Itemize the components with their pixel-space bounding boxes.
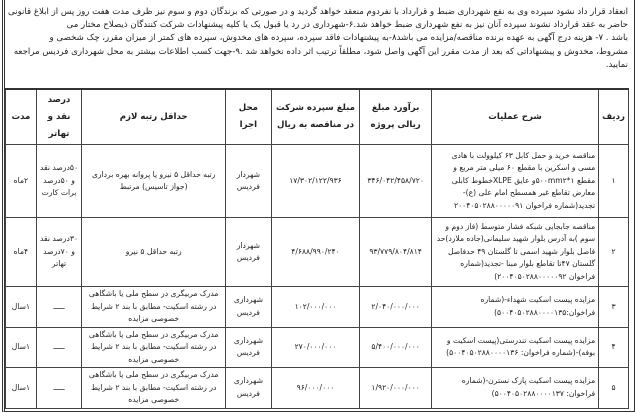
cell-percent: ـــــ: [36, 368, 81, 409]
cell-no: ۵: [599, 368, 629, 409]
cell-estimate: ۵/۴۰۰/۰۰۰/۰۰۰: [360, 327, 432, 368]
cell-duration: ۱سال: [6, 327, 37, 368]
paragraph-line: نمایید.: [605, 59, 628, 70]
cell-percent: ۵۰درصد نقد و ۵۰درصد برات کارت: [36, 145, 81, 218]
cell-deposit: ۹۶/۰۰۰/۰۰۰: [271, 368, 360, 409]
table-row: [6, 145, 629, 218]
cell-percent: ـــــ: [36, 327, 81, 368]
table-row: [6, 368, 629, 409]
cell-percent: ـــــ: [36, 287, 81, 328]
cell-rank: مدرک مربیگری در سطح ملی یا باشگاهی در رشته اسکیت- مطابق با بند ۲ شرایط خصوصی مزایده: [82, 368, 226, 409]
cell-no: ۳: [599, 287, 629, 328]
paragraph-line: انعقاد قرار داد نشود سپرده وی به نفع شهرداری ضبط و قرارداد با نفردوم منعقد خواهد گردید و در صورتی که برندگان دوم و سوم نیز ظرف مدت هفت روز پس از ابلاغ قانونی: [8, 7, 628, 17]
cell-rank: رتبه حداقل ۵ نیرو: [82, 218, 226, 287]
header-duration: مدت: [6, 89, 37, 145]
table-row: [6, 218, 629, 287]
cell-desc: مناقصه خرید و حمل کابل ۶۳ کیلوولت با هادی مسی و اسکرین با مقطع ۶۰ میلی متر مربع و مقطع ۵۰۰mm۲*۱و عایق XLPEخطوط کابلی معارض تقاطع غیر همسطح امام علی (ع)-تجدید(شماره فراخوان ۲۰۰۴۰۵۰۲۸۸۰۰۰۰۰۹۱: [431, 145, 598, 218]
tender-table: [5, 88, 629, 409]
cell-place: شهردار فردیس: [226, 145, 272, 218]
cell-place: شهرداری فردیس: [226, 287, 272, 328]
cell-duration: ۱سال: [6, 287, 37, 328]
cell-place: شهرداری فردیس: [226, 368, 272, 409]
cell-deposit: ۲۷۰/۰۰۰/۰۰۰: [271, 327, 360, 368]
header-row: [6, 89, 629, 145]
cell-desc: مزایده پیست اسکیت پارک نسترن-(شماره فراخوان: ۵۰۰۴۰۵۰۲۸۸۰۰۰۰۱۳۷): [431, 368, 598, 409]
cell-deposit: ۴/۶۸۸/۹۹۰/۲۴۰: [271, 218, 360, 287]
cell-desc: مناقصه جابجایی شبکه فشار متوسط (فاز دوم و سوم )به آدرس بلوار شهید سلیمانی(جاده ملارد)حد فاصل بلوار شهید اسمی تا گلستان ۴۹ حدفاصل گلستان ۴۷تا تقاطع بلوار مبنا -تجدید(شماره فراخوان ۲۰۰۴۰۵۰۲۸۸۰۰۰۰۰۹۲): [431, 218, 598, 287]
cell-no: ۲: [599, 218, 629, 287]
cell-estimate: ۹۳/۷۷۹/۸۰۴/۸۱۴: [360, 218, 432, 287]
table-row: [6, 287, 629, 328]
header-place: محل اجرا: [226, 89, 272, 145]
cell-estimate: ۳۴۶/۰۴۲/۴۵۸/۷۲۰: [360, 145, 432, 218]
paragraph-line: حاضر به عقد قرارداد نشوند سپرده آنان نیز به نفع شهرداری ضبط خواهد شد.۶-شهرداری در رد یا قبول یک یا کلیه پیشنهادات شرکت کنندگان ذیصلاح مختار می: [66, 20, 628, 31]
cell-duration: ۴ماه: [6, 218, 37, 287]
cell-duration: ۱سال: [6, 368, 37, 409]
paragraph-line: مشروط، مخدوش و پیشنهاداتی که بعد از مدت مقرر این آگهی واصل شود، مطلقاً ترتیب اثر داده نخواهد شد .۹-جهت کسب اطلاعات بیشتر به محل شهرداری فردیس مراجعه: [13, 46, 628, 57]
conditions-paragraph: [8, 6, 628, 72]
header-deposit: مبلغ سپرده شرکت در مناقصه به ریال: [271, 89, 360, 145]
header-row-number: ردیف: [599, 89, 629, 145]
header-percent: درصد نقد و تهاتر: [36, 89, 81, 145]
cell-place: شهردار فردیس: [226, 218, 272, 287]
cell-desc: مزایده پیست اسکیت تندرستی(پیست اسکیت و بوفه)-(شماره فراخوان: ۵۰۰۴۰۵۰۲۸۸۰۰۰۰۱۳۶): [431, 327, 598, 368]
cell-duration: ۲ماه: [6, 145, 37, 218]
cell-deposit: ۱۰۲/۰۰۰/۰۰۰: [271, 287, 360, 328]
cell-rank: رتبه حداقل ۵ نیرو یا پروانه بهره برداری (جواز تاسیس) مرتبط: [82, 145, 226, 218]
cell-place: شهرداری فردیس: [226, 327, 272, 368]
cell-no: ۱: [599, 145, 629, 218]
cell-rank: مدرک مربیگری در سطح ملی یا باشگاهی در رشته اسکیت- مطابق با بند ۲ شرایط خصوصی مزایده: [82, 327, 226, 368]
table-row: [6, 327, 629, 368]
cell-desc: مزایده پیست اسکیت شهداء-(شماره فراخوان:۵۰۰۴۰۵۰۲۸۸۰۰۰۰۱۳۵): [431, 287, 598, 328]
header-estimate: برآورد مبلغ ریالی پروژه: [360, 89, 432, 145]
cell-estimate: ۲/۰۴۰/۰۰۰/۰۰۰: [360, 287, 432, 328]
cell-deposit: ۱۷/۳۰۲/۱۲۲/۹۳۶: [271, 145, 360, 218]
cell-rank: مدرک مربیگری در سطح ملی یا باشگاهی در رشته اسکیت- مطابق با بند ۲ شرایط خصوصی مزایده: [82, 287, 226, 328]
paragraph-line: باشد . ۷- هزینه درج آگهی به عهده برنده مناقصه/مزایده می باشد۸-به پیشنهادات فاقد سپرده، سپرده های مخدوش، سپرده های کمتر از میزان مقرر، چک شخصی و: [49, 33, 628, 44]
cell-estimate: ۱/۹۲۰/۰۰۰/۰۰۰: [360, 368, 432, 409]
cell-no: ۴: [599, 327, 629, 368]
cell-percent: ۳۰درصد نقد و ۷۰درصد تهاتر: [36, 218, 81, 287]
header-rank: حداقل رتبه لازم: [82, 89, 226, 145]
header-description: شرح عملیات: [431, 89, 598, 145]
